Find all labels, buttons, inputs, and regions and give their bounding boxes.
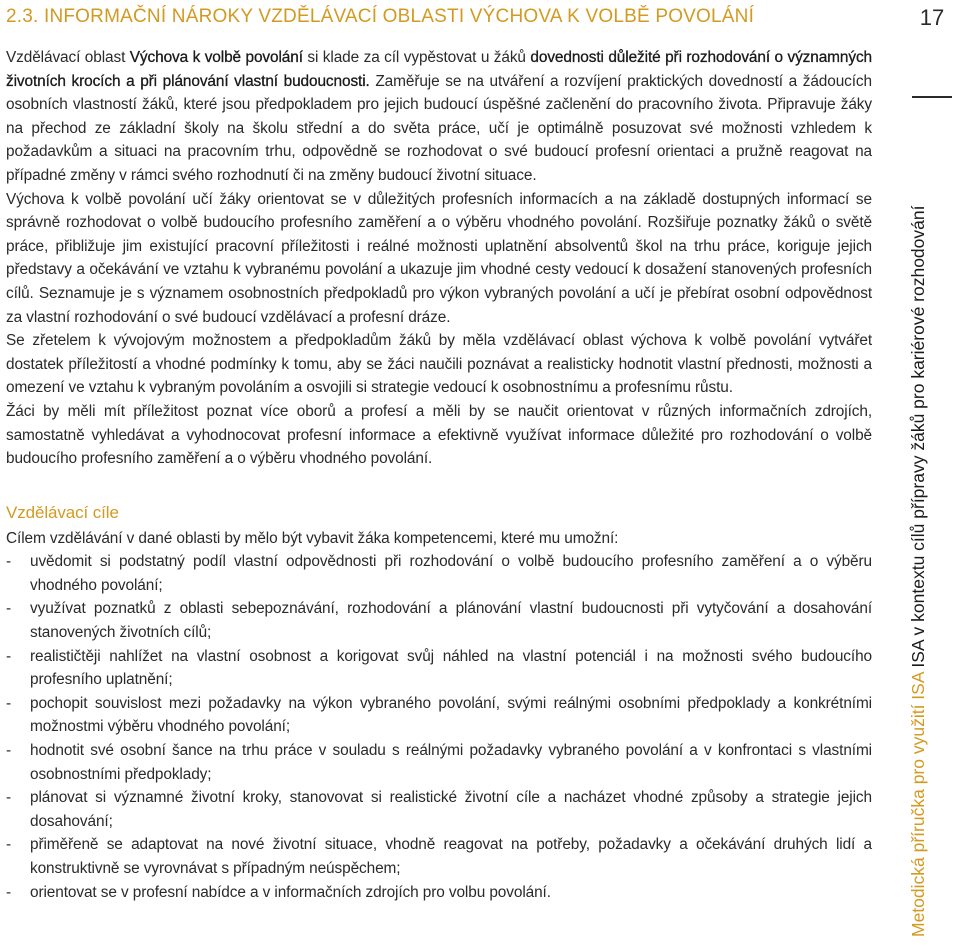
section-heading: 2.3. INFORMAČNÍ NÁROKY VZDĚLÁVACÍ OBLASTI VÝCHOVA K VOLBĚ POVOLÁNÍ xyxy=(6,6,755,27)
list-item-text: přiměřeně se adaptovat na nové životní situace, vhodně reagovat na potřeby, požadavky a očekávání druhých lidí a konstruktivně se vyrovnávat s případným neúspěchem; xyxy=(30,836,872,877)
intro-paragraph-3: Se zřetelem k vývojovým možnostem a předpokladům žáků by měla vzdělávací oblast výchova k volbě povolání vytvářet dostatek příležitostí a vhodné podmínky k tomu, aby se žáci naučili poznávat a realisticky hodnotit vlastní přednosti, možnosti a omezení ve vztahu k vybraným povoláním a osvojili si strategie vedoucí k osobnostnímu a profesnímu růstu. xyxy=(6,332,872,397)
list-dash: - xyxy=(6,742,12,760)
goals-lead: Cílem vzdělávání v dané oblasti by mělo být vybavit žáka kompetencemi, které mu umožní: xyxy=(6,529,619,547)
list-item xyxy=(6,645,872,692)
goals-list xyxy=(6,550,872,904)
running-title-publication: Metodická příručka pro využití ISA xyxy=(908,672,928,937)
running-title xyxy=(906,117,930,937)
list-item xyxy=(6,597,872,644)
list-dash: - xyxy=(6,694,12,712)
list-item xyxy=(6,692,872,739)
text-run: Vzdělávací oblast xyxy=(6,49,130,66)
list-item-text: pochopit souvislost mezi požadavky na výkon vybraného povolání, svými reálnými osobními předpoklady a konkrétními možnostmi výběru vhodného povolání; xyxy=(30,694,872,736)
list-item xyxy=(6,550,872,597)
main-column xyxy=(6,4,872,904)
intro-paragraph-4: Žáci by měli mít příležitost poznat více oborů a profesí a měli by se naučit orientovat v různých informačních zdrojích, samostatně vyhledávat a vyhodnocovat profesní informace a efektivně využívat informace důležité pro rozhodování o volbě budoucího profesního zaměření a o výběru vhodného povolání. xyxy=(6,402,872,468)
list-item xyxy=(6,786,872,833)
list-item-text: orientovat se v profesní nabídce a v informačních zdrojích pro volbu povolání. xyxy=(30,883,551,901)
text-run: Výchova k volbě povolání učí žáky orientovat se v důležitých profesních informacích a na základě dostupných informací se správně rozhodovat o volbě budoucího profesního zaměření a o výběru vhodného povolání. xyxy=(6,190,872,232)
page-number-rule xyxy=(912,96,952,98)
text-run: Připravuje žáky na přechod ze základní školy na školu střední a do světa práce, učí je optimálně posuzovat své možnosti vzhledem k požadavkům a situaci na pracovním trhu, odpovědně se rozhodovat o své budoucí profesní orientaci a pružně reagovat na případné změny v rámci svého rozhodnutí či na změny budoucí životní situace. xyxy=(6,96,873,184)
list-item-text: využívat poznatků z oblasti sebepoznávání, rozhodování a plánování vlastní budoucnosti při vytyčování a dosahování stanovených životních cílů; xyxy=(30,600,872,642)
intro-paragraph-1 xyxy=(6,46,872,188)
emphasis-subject: Výchova k volbě povolání xyxy=(129,49,303,66)
list-dash: - xyxy=(6,836,12,854)
list-item-text: plánovat si významné životní kroky, stanovovat si realistické životní cíle a nacházet vhodné způsoby a strategie jejich dosahování; xyxy=(30,789,872,830)
list-dash: - xyxy=(6,789,12,807)
text-run: Zaměřuje se na utváření a rozvíjení praktických dovedností a žádoucích osobních vlastností žáků, které jsou předpokladem pro jejich budoucí úspěšné začlenění do pracovního života. xyxy=(6,72,872,114)
text-run: si klade za cíl vypěstovat u žáků xyxy=(302,49,531,66)
list-item xyxy=(6,881,872,905)
emphasis-goal: dovednosti důležité při rozhodování o významných životních krocích a při plánování vlastní budoucnosti. xyxy=(6,49,873,90)
text-run: Rozšiřuje poznatky žáků o světě práce, přibližuje jim existující pracovní příležitosti i reálné možnosti uplatnění absolventů škol na trhu práce, koriguje jejich představy a očekávání ve vztahu k vybranému povolání a ukazuje jim vhodné cesty vedoucí k dosažení stanovených profesních cílů. xyxy=(6,214,872,302)
list-dash: - xyxy=(6,553,12,571)
text-run: Seznamuje je s významem osobnostních předpokladů pro výkon vybraných povolání a učí je přebírat osobní odpovědnost za vlastní rozhodování o své budoucí vzdělávací a profesní dráze. xyxy=(6,284,872,326)
list-dash: - xyxy=(6,600,12,618)
intro-paragraph-2 xyxy=(6,188,872,330)
page-number: 17 xyxy=(919,5,945,30)
list-dash: - xyxy=(6,883,12,901)
goals-heading: Vzdělávací cíle xyxy=(6,502,119,522)
running-title-chapter: ISA v kontextu cílů přípravy žáků pro kariérové rozhodování xyxy=(908,205,928,668)
list-item-text: hodnotit své osobní šance na trhu práce v souladu s reálnými požadavky vybraného povolání a v konfrontaci s vlastními osobnostními předpoklady; xyxy=(30,742,872,783)
list-item-text: realističtěji nahlížet na vlastní osobnost a korigovat svůj náhled na vlastní potenciál i na možnosti svého budoucího profesního uplatnění; xyxy=(30,647,872,689)
list-item xyxy=(6,833,872,880)
list-item xyxy=(6,739,872,786)
list-item-text: uvědomit si podstatný podíl vlastní odpovědnosti při rozhodování o volbě budoucího profesního zaměření a o výběru vhodného povolání; xyxy=(30,553,872,594)
list-dash: - xyxy=(6,647,12,665)
